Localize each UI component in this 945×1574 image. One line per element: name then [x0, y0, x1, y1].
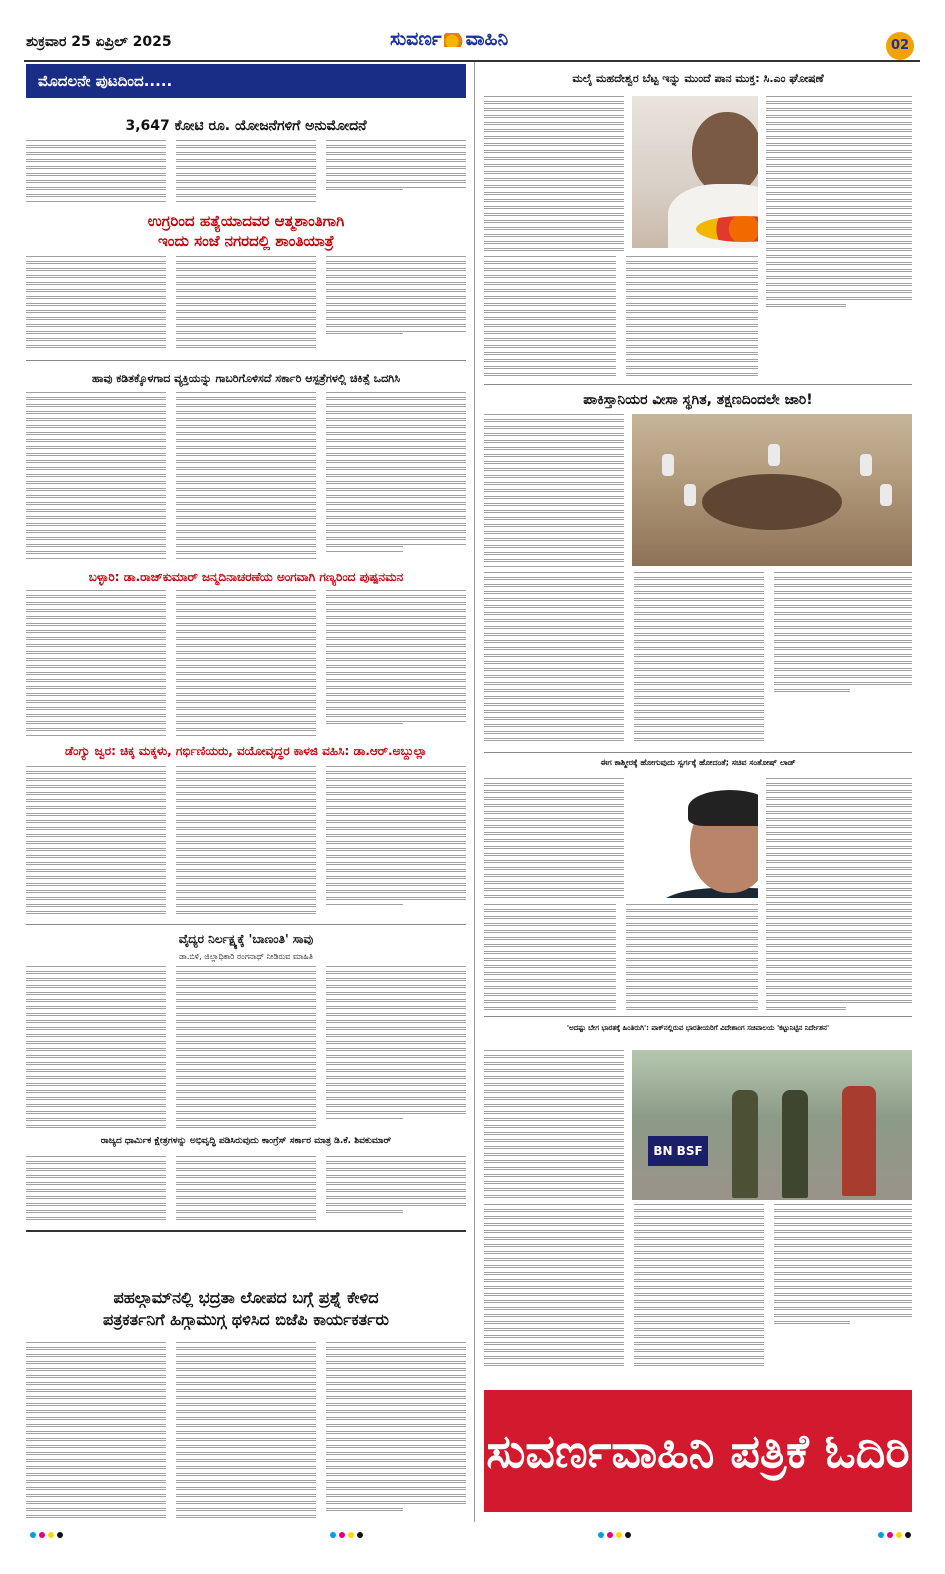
cm-photo	[632, 96, 758, 248]
article-body	[26, 1342, 466, 1522]
article-body	[484, 904, 758, 1012]
meeting-photo	[632, 414, 912, 566]
divider	[484, 384, 912, 385]
minister-photo	[630, 778, 758, 898]
bsf-sign: BN BSF	[648, 1136, 708, 1166]
masthead	[0, 0, 945, 62]
headline-peace-march-1: ಉಗ್ರರಿಂದ ಹತ್ಯೆಯಾದವರ ಆತ್ಮಶಾಂತಿಗಾಗಿ	[147, 212, 345, 230]
headline-dengue: ಡೆಂಗ್ಯು ಜ್ವರ: ಚಿಕ್ಕ ಮಕ್ಕಳು, ಗರ್ಭಿಣಿಯರು, ವಯೋವೃದ್ಧರ ಕಾಳಜಿ ವಹಿಸಿ: ಡಾ.ಆರ್.ಅಬ್ದುಲ್ಲಾ	[65, 744, 427, 758]
article-body	[26, 766, 466, 914]
headline-mm-hills: ಮಲೈ ಮಹದೇಶ್ವರ ಬೆಟ್ಟ ಇನ್ನು ಮುಂದೆ ಪಾನ ಮುಕ್ತ: ಸಿ.ಎಂ ಘೋಷಣೆ	[572, 72, 824, 85]
headline-snakebite: ಹಾವು ಕಡಿತಕ್ಕೊಳಗಾದ ವ್ಯಕ್ತಿಯನ್ನು ಗಾಬರಿಗೊಳಿಸದೆ ಸರ್ಕಾರಿ ಆಸ್ಪತ್ರೆಗಳಲ್ಲಿ ಚಿಕಿತ್ಸೆ ಒದಗಿಸಿ	[91, 372, 401, 385]
headline-doctor-negligence: ವೈದ್ಯರ ನಿರ್ಲಕ್ಷ್ಯಕ್ಕೆ 'ಬಾಣಂತಿ' ಸಾವು	[178, 932, 314, 946]
headline-approval: 3,647 ಕೋಟಿ ರೂ. ಯೋಜನೆಗಳಿಗೆ ಅನುಮೋದನೆ	[125, 118, 367, 134]
headline-pahalgam-1: ಪಹಲ್ಗಾಮ್‌ನಲ್ಲಿ ಭದ್ರತಾ ಲೋಪದ ಬಗ್ಗೆ ಪ್ರಶ್ನೆ ಕೇಳಿದ	[113, 1288, 379, 1307]
article-body	[484, 414, 624, 568]
section-banner: ಮೊದಲನೇ ಪುಟದಿಂದ.....	[26, 64, 466, 98]
article-body	[766, 96, 912, 310]
registration-marks	[598, 1532, 631, 1538]
headline-visa: ಪಾಕಿಸ್ತಾನಿಯರ ವೀಸಾ ಸ್ಥಗಿತ, ತಕ್ಷಣದಿಂದಲೇ ಜಾರಿ!	[583, 392, 813, 408]
article-body	[484, 778, 624, 898]
article-body	[26, 1156, 466, 1222]
divider	[26, 924, 466, 925]
column-separator	[474, 62, 475, 1522]
registration-marks	[878, 1532, 911, 1538]
headline-rajkumar: ಬಳ್ಳಾರಿ: ಡಾ.ರಾಜ್‌ಕುಮಾರ್ ಜನ್ಮದಿನಾಚರಣೆಯ ಅಂಗವಾಗಿ ಗಣ್ಯರಿಂದ ಪುಷ್ಪನಮನ	[88, 570, 404, 584]
headline-pahalgam-2: ಪತ್ರಕರ್ತನಿಗೆ ಹಿಗ್ಗಾಮುಗ್ಗ ಥಳಿಸಿದ ಬಿಜೆಪಿ ಕಾರ್ಯಕರ್ತರು	[102, 1310, 389, 1329]
divider	[26, 1230, 466, 1232]
article-body	[484, 1204, 912, 1368]
masthead-rule	[24, 60, 920, 62]
divider	[484, 752, 912, 753]
registration-marks	[30, 1532, 63, 1538]
article-body	[26, 140, 466, 202]
article-body	[26, 256, 466, 348]
advertisement-banner: ಸುವರ್ಣವಾಹಿನಿ ಪತ್ರಿಕೆ ಓದಿರಿ	[484, 1390, 912, 1512]
article-body	[484, 96, 624, 252]
headline-peace-march-2: ಇಂದು ಸಂಜೆ ನಗರದಲ್ಲಿ ಶಾಂತಿಯಾತ್ರೆ	[158, 232, 334, 250]
article-body	[484, 572, 912, 744]
headline-mea-advisory: 'ಅದಷ್ಟು ಬೇಗ ಭಾರತಕ್ಕೆ ಹಿಂತಿರುಗಿ': ಪಾಕ್‌ನಲ್ಲಿರುವ ಭಾರತೀಯರಿಗೆ ವಿದೇಶಾಂಗ ಸಚಿವಾಲಯ 'ಕಟ್ಟುನಿಟ್ಟಿನ ನಿರ್ದೇಶನ'	[566, 1024, 830, 1032]
flame-logo-icon	[444, 33, 464, 47]
divider	[484, 1016, 912, 1017]
paper-name	[390, 28, 508, 50]
article-body	[766, 778, 912, 1010]
page-number-badge: 02	[886, 32, 914, 60]
bsf-photo	[632, 1050, 912, 1200]
issue-date: ಶುಕ್ರವಾರ 25 ಏಪ್ರಿಲ್ 2025	[26, 34, 172, 50]
paper-name-part1: ಸುವರ್ಣ	[390, 28, 442, 50]
byline: ಡಾ.ಬಿಳಿ, ಜಿಲ್ಲಾಧಿಕಾರಿ ರಂಗನಾಥ್ ನೀಡಿರುವ ಮಾಹಿತಿ	[178, 952, 314, 961]
headline-kashmir: ಈಗ ಕಾಶ್ಮೀರಕ್ಕೆ ಹೋಗುವುದು ಸ್ವರ್ಗಕ್ಕೆ ಹೋದಂತೆ; ಸಚಿವ ಸಂತೋಷ್ ಲಾಡ್	[600, 758, 796, 767]
divider	[26, 360, 466, 361]
article-body	[484, 1050, 624, 1200]
article-body	[26, 966, 466, 1128]
headline-shivakumar: ರಾಜ್ಯದ ಧಾರ್ಮಿಕ ಕ್ಷೇತ್ರಗಳನ್ನು ಅಭಿವೃದ್ಧಿ ಪಡಿಸಿರುವುದು ಕಾಂಗ್ರೆಸ್ ಸರ್ಕಾರ ಮಾತ್ರ ಡಿ.ಕೆ. ಶಿವಕುಮಾರ್	[100, 1136, 392, 1146]
registration-marks	[330, 1532, 363, 1538]
article-body	[484, 256, 758, 376]
article-body	[26, 590, 466, 736]
paper-name-part2: ವಾಹಿನಿ	[465, 28, 509, 50]
article-body	[26, 392, 466, 560]
